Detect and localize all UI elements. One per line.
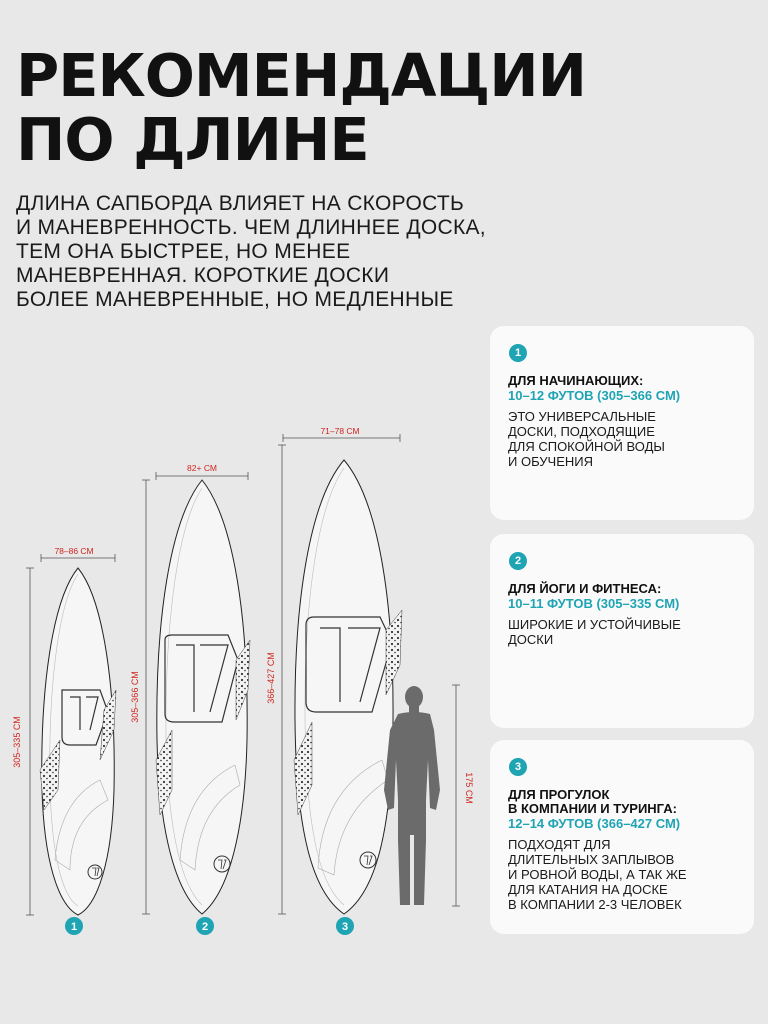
intro-text	[16, 192, 616, 312]
card-yoga-fitness	[490, 534, 754, 728]
intro-line: И МАНЕВРЕННОСТЬ. ЧЕМ ДЛИННЕЕ ДОСКА,	[16, 216, 486, 239]
board-3-width-label: 71–78 СМ	[320, 426, 360, 436]
card-heading	[508, 582, 736, 596]
board-1	[12, 546, 116, 935]
card-heading-line: ДЛЯ НАЧИНАЮЩИХ:	[508, 373, 644, 388]
board-2	[130, 463, 250, 935]
card-heading-line: ДЛЯ ЙОГИ И ФИТНЕСА:	[508, 581, 662, 596]
card-desc-line: ДЛЯ КАТАНИЯ НА ДОСКЕ	[508, 882, 668, 897]
card-desc-line: ПОДХОДЯТ ДЛЯ	[508, 837, 611, 852]
card-beginners	[490, 326, 754, 520]
board-3	[266, 426, 402, 935]
card-number-badge: 3	[509, 758, 527, 776]
card-desc-line: ДЛИТЕЛЬНЫХ ЗАПЛЫВОВ	[508, 852, 675, 867]
card-desc-line: В КОМПАНИИ 2-3 ЧЕЛОВЕК	[508, 897, 682, 912]
card-heading	[508, 374, 736, 388]
card-heading	[508, 788, 736, 816]
card-number-badge: 2	[509, 552, 527, 570]
card-range: 12–14 ФУТОВ (366–427 СМ)	[508, 816, 681, 831]
card-desc-line: ДОСКИ, ПОДХОДЯЩИЕ	[508, 424, 655, 439]
card-description	[508, 837, 736, 912]
card-range: 10–12 ФУТОВ (305–366 СМ)	[508, 388, 681, 403]
board-2-width-label: 82+ СМ	[187, 463, 217, 473]
intro-line: ДЛИНА САПБОРДА ВЛИЯЕТ НА СКОРОСТЬ	[16, 192, 465, 215]
page-title	[16, 41, 587, 174]
board-1-width-label: 78–86 СМ	[54, 546, 94, 556]
card-desc-line: И ОБУЧЕНИЯ	[508, 454, 594, 469]
card-touring	[490, 740, 754, 934]
card-range: 10–11 ФУТОВ (305–335 СМ)	[508, 596, 680, 611]
card-desc-line: ДЛЯ СПОКОЙНОЙ ВОДЫ	[508, 439, 665, 454]
board-3-length-label: 366–427 СМ	[266, 652, 276, 704]
card-description	[508, 409, 736, 469]
intro-line: БОЛЕЕ МАНЕВРЕННЫЕ, НО МЕДЛЕННЫЕ	[16, 288, 454, 311]
card-number-badge: 1	[509, 344, 527, 362]
card-desc-line: И РОВНОЙ ВОДЫ, А ТАК ЖЕ	[508, 867, 687, 882]
person-height-label: 175 СМ	[464, 772, 474, 804]
board-1-number: 1	[70, 921, 78, 933]
card-desc-line: ЭТО УНИВЕРСАЛЬНЫЕ	[508, 409, 656, 424]
intro-line: ТЕМ ОНА БЫСТРЕЕ, НО МЕНЕЕ	[16, 240, 351, 263]
card-desc-line: ДОСКИ	[508, 632, 554, 647]
board-2-number: 2	[201, 921, 209, 933]
board-1-length-label: 305–335 СМ	[12, 716, 22, 768]
title-line: ПО ДЛИНЕ	[16, 105, 369, 174]
boards-illustration	[0, 410, 480, 950]
card-desc-line: ШИРОКИЕ И УСТОЙЧИВЫЕ	[508, 617, 681, 632]
card-heading-line: В КОМПАНИИ И ТУРИНГА:	[508, 801, 677, 816]
card-heading-line: ДЛЯ ПРОГУЛОК	[508, 787, 610, 802]
board-3-number: 3	[341, 921, 349, 933]
intro-line: МАНЕВРЕННАЯ. КОРОТКИЕ ДОСКИ	[16, 264, 390, 287]
card-description	[508, 617, 736, 647]
board-2-length-label: 305–366 СМ	[130, 671, 140, 723]
title-line: РЕКОМЕНДАЦИИ	[16, 41, 587, 110]
